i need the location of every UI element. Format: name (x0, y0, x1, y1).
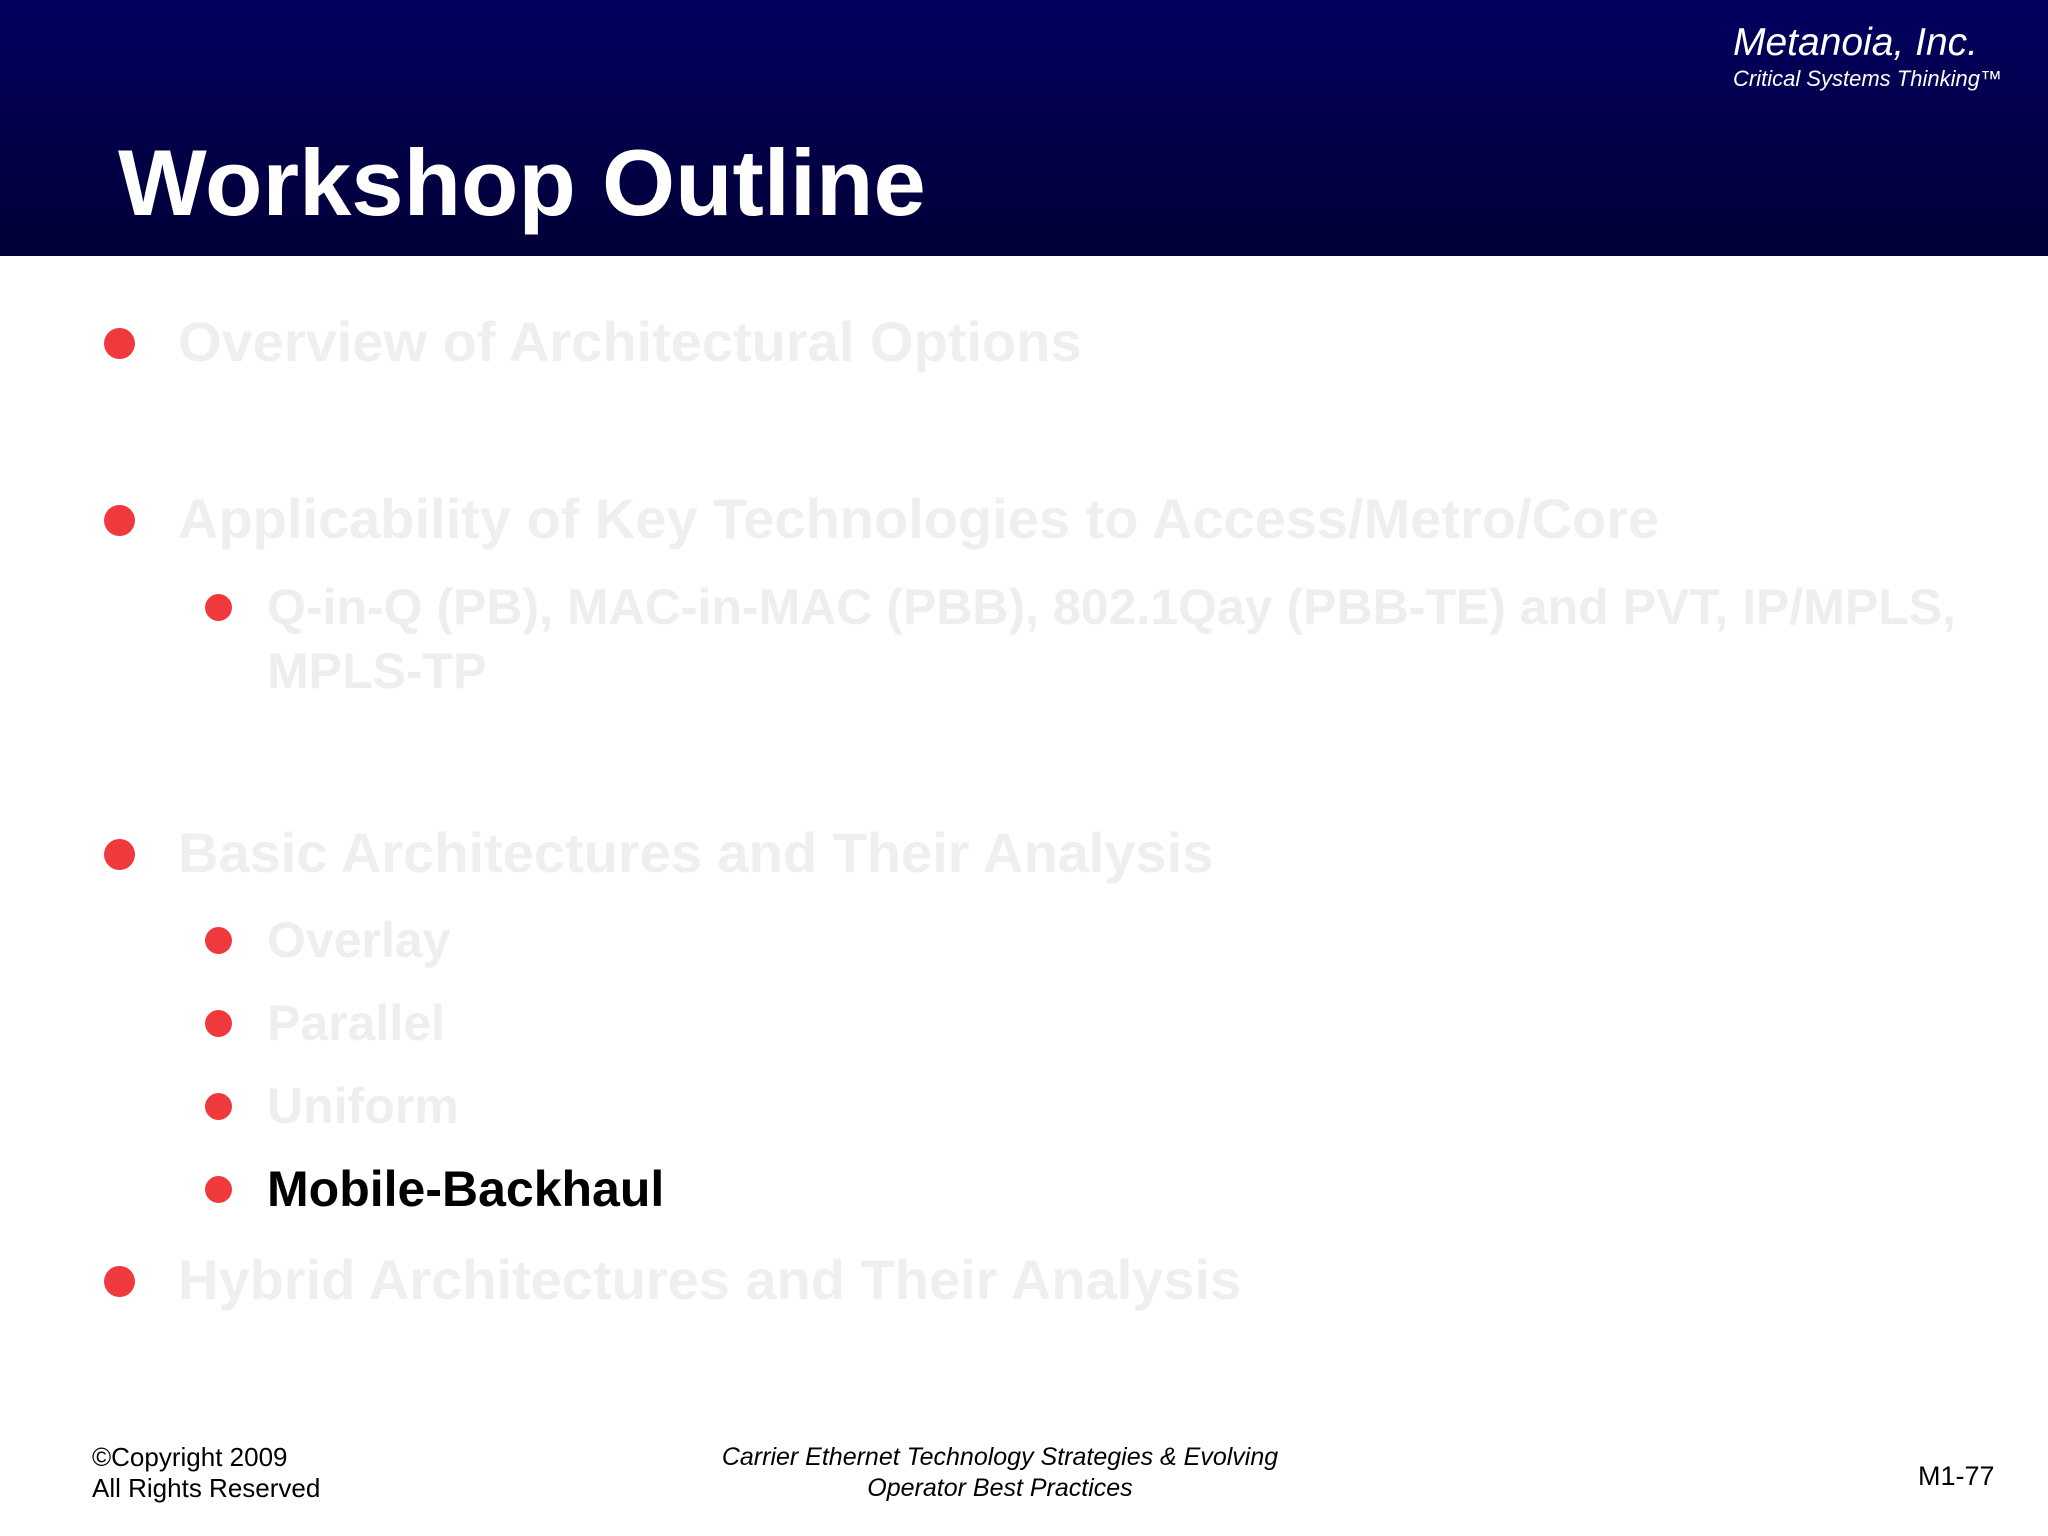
footer-copyright (92, 1442, 320, 1504)
outline-item-hybrid-architectures (178, 1246, 1241, 1314)
bullet-icon (104, 839, 135, 870)
copyright-text: ©Copyright 2009 (92, 1442, 288, 1472)
course-title-line-1: Carrier Ethernet Technology Strategies & Evolving (721, 1443, 1279, 1471)
bullet-icon (205, 1010, 232, 1037)
bullet-icon (104, 1266, 135, 1297)
slide-header (0, 0, 2048, 256)
outline-subitem-uniform (267, 1074, 459, 1138)
outline-subitem-label: Uniform (267, 1078, 459, 1134)
outline-subitem-parallel (267, 991, 445, 1055)
outline-item-label: Hybrid Architectures and Their Analysis (178, 1248, 1242, 1311)
outline-item-applicability (178, 485, 1659, 553)
bullet-icon (104, 328, 135, 359)
rights-text: All Rights Reserved (92, 1473, 321, 1503)
outline-subitem-overlay (267, 908, 450, 972)
course-title-line-2: Operator Best Practices (867, 1474, 1133, 1502)
company-name: Metanoia, Inc. (1733, 21, 1978, 64)
bullet-icon (205, 927, 232, 954)
slide-title: Workshop Outline (118, 130, 926, 235)
outline-subitem-label-line-2: MPLS-TP (267, 643, 487, 699)
outline-item-label: Basic Architectures and Their Analysis (178, 821, 1214, 884)
outline-subitem-label: Overlay (267, 912, 451, 968)
outline-item-basic-architectures (178, 819, 1213, 887)
outline-item-label: Applicability of Key Technologies to Access/Metro/Core (178, 487, 1660, 550)
outline-subitem-label: Mobile-Backhaul (267, 1161, 665, 1217)
outline-subitem-technologies (267, 575, 1956, 703)
outline-subitem-mobile-backhaul (267, 1157, 664, 1221)
bullet-icon (205, 1176, 232, 1203)
outline-subitem-label: Parallel (267, 995, 445, 1051)
outline-item-label: Overview of Architectural Options (178, 310, 1082, 373)
outline-list (0, 256, 2048, 1436)
bullet-icon (104, 505, 135, 536)
bullet-icon (205, 1093, 232, 1120)
slide-number: M1-77 (1918, 1461, 1995, 1491)
bullet-icon (205, 594, 232, 621)
outline-item-overview (178, 308, 1081, 376)
company-tagline: Critical Systems Thinking™ (1733, 66, 2002, 91)
outline-subitem-label-line-1: Q-in-Q (PB), MAC-in-MAC (PBB), 802.1Qay (PBB-TE) and PVT, IP/MPLS, (267, 579, 1956, 635)
footer-course-title (700, 1442, 1300, 1504)
